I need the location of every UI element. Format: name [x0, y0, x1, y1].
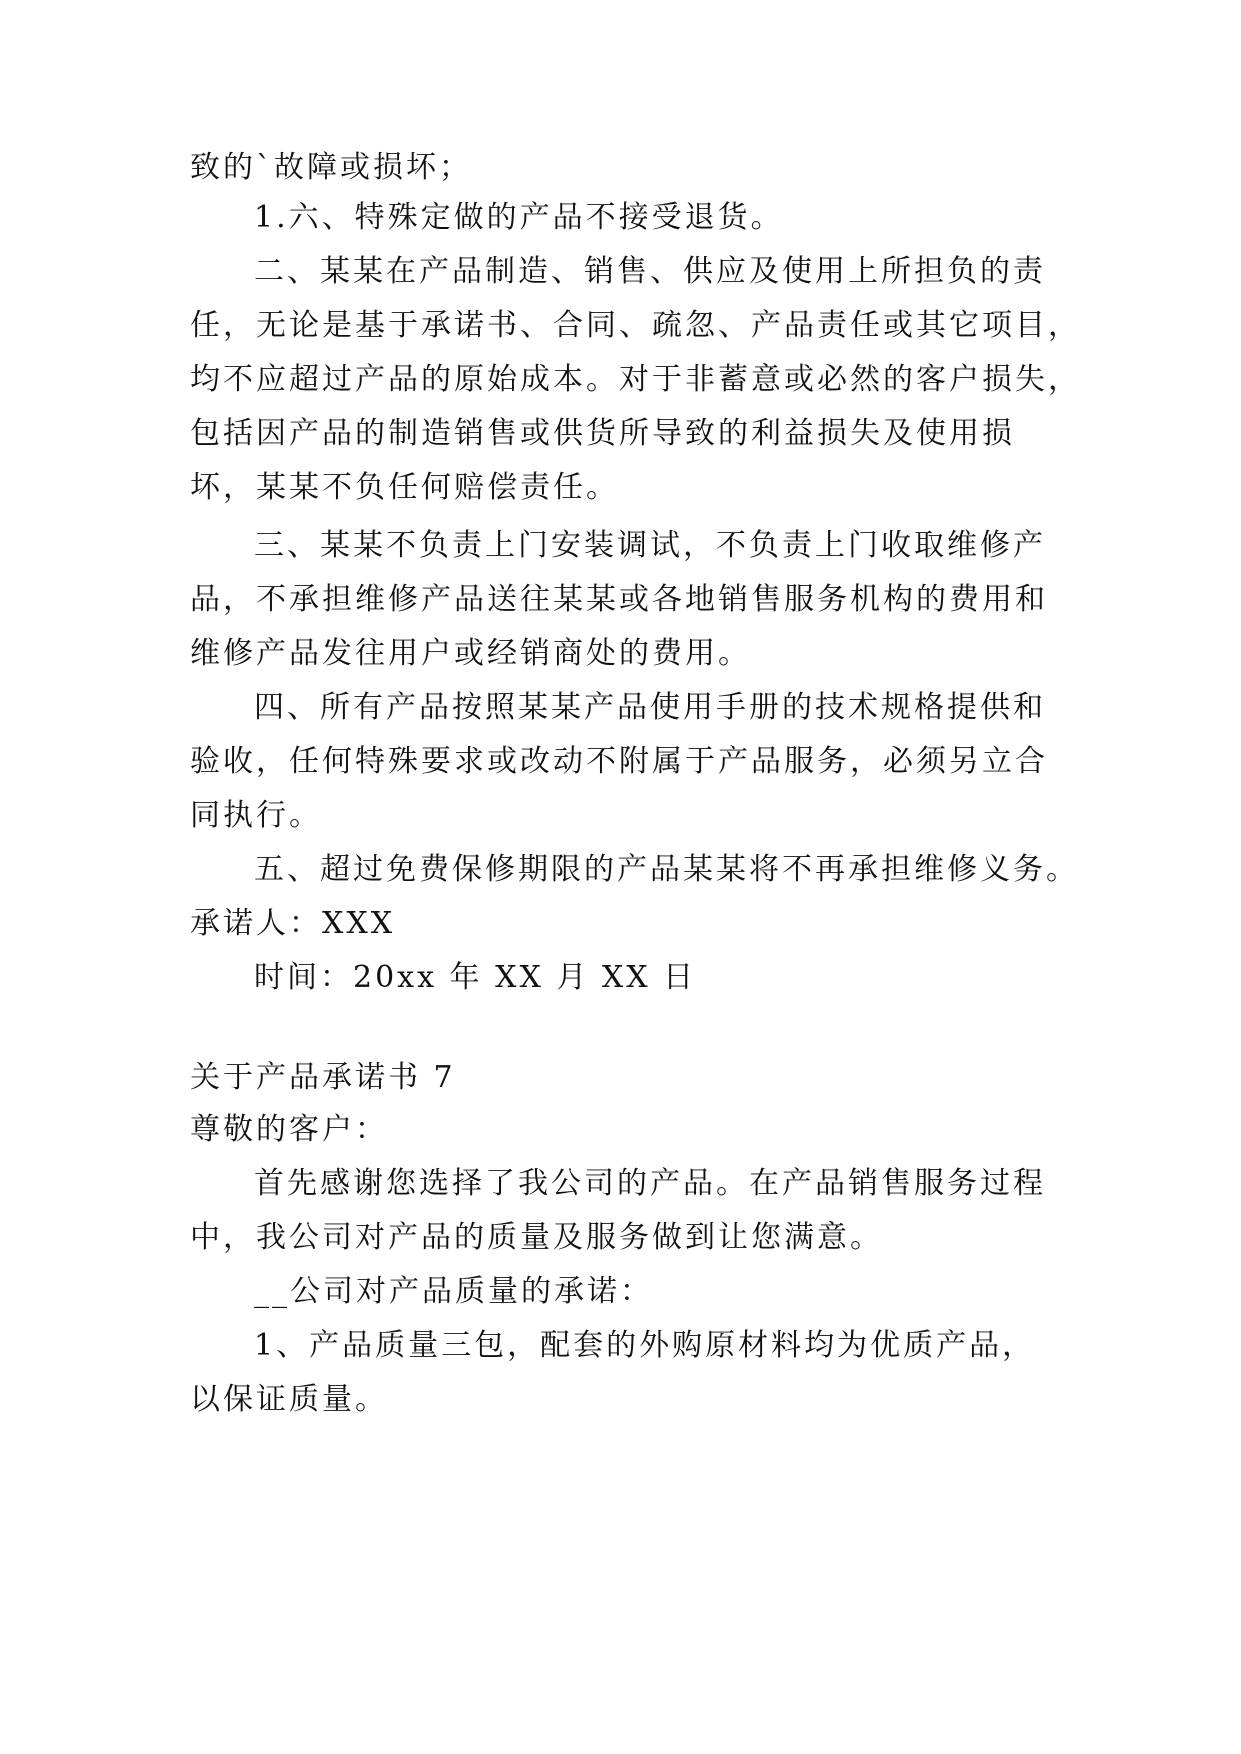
- paragraph-line: 同执行。: [190, 798, 322, 833]
- signatory-line: 承诺人：XXX: [190, 906, 396, 941]
- paragraph-line: 坏，某某不负任何赔偿责任。: [190, 470, 619, 505]
- paragraph-line: 四、所有产品按照某某产品使用手册的技术规格提供和: [254, 690, 1046, 725]
- document-page: [190, 0, 1081, 1754]
- paragraph-line: 1.六、特殊定做的产品不接受退货。: [254, 200, 784, 235]
- date-line: 时间：20xx 年 XX 月 XX 日: [254, 960, 697, 995]
- section-title: 关于产品承诺书 7: [190, 1060, 456, 1095]
- paragraph-line: 验收，任何特殊要求或改动不附属于产品服务，必须另立合: [190, 744, 1048, 779]
- paragraph-line: 1、产品质量三包，配套的外购原材料均为优质产品，: [254, 1328, 1036, 1363]
- paragraph-line: __公司对产品质量的承诺：: [254, 1274, 653, 1309]
- paragraph-line: 均不应超过产品的原始成本。对于非蓄意或必然的客户损失，: [190, 362, 1081, 397]
- paragraph-line: 首先感谢您选择了我公司的产品。在产品销售服务过程: [254, 1166, 1046, 1201]
- salutation-line: 尊敬的客户：: [190, 1112, 388, 1147]
- paragraph-line: 维修产品发往用户或经销商处的费用。: [190, 636, 751, 671]
- paragraph-line: 致的`故障或损坏；: [190, 150, 472, 185]
- paragraph-line: 五、超过免费保修期限的产品某某将不再承担维修义务。: [254, 852, 1079, 887]
- paragraph-line: 任，无论是基于承诺书、合同、疏忽、产品责任或其它项目，: [190, 308, 1081, 343]
- paragraph-line: 包括因产品的制造销售或供货所导致的利益损失及使用损: [190, 416, 1015, 451]
- paragraph-line: 二、某某在产品制造、销售、供应及使用上所担负的责: [254, 254, 1046, 289]
- paragraph-line: 中，我公司对产品的质量及服务做到让您满意。: [190, 1220, 883, 1255]
- paragraph-line: 以保证质量。: [190, 1382, 388, 1417]
- paragraph-line: 品，不承担维修产品送往某某或各地销售服务机构的费用和: [190, 582, 1048, 617]
- paragraph-line: 三、某某不负责上门安装调试，不负责上门收取维修产: [254, 528, 1046, 563]
